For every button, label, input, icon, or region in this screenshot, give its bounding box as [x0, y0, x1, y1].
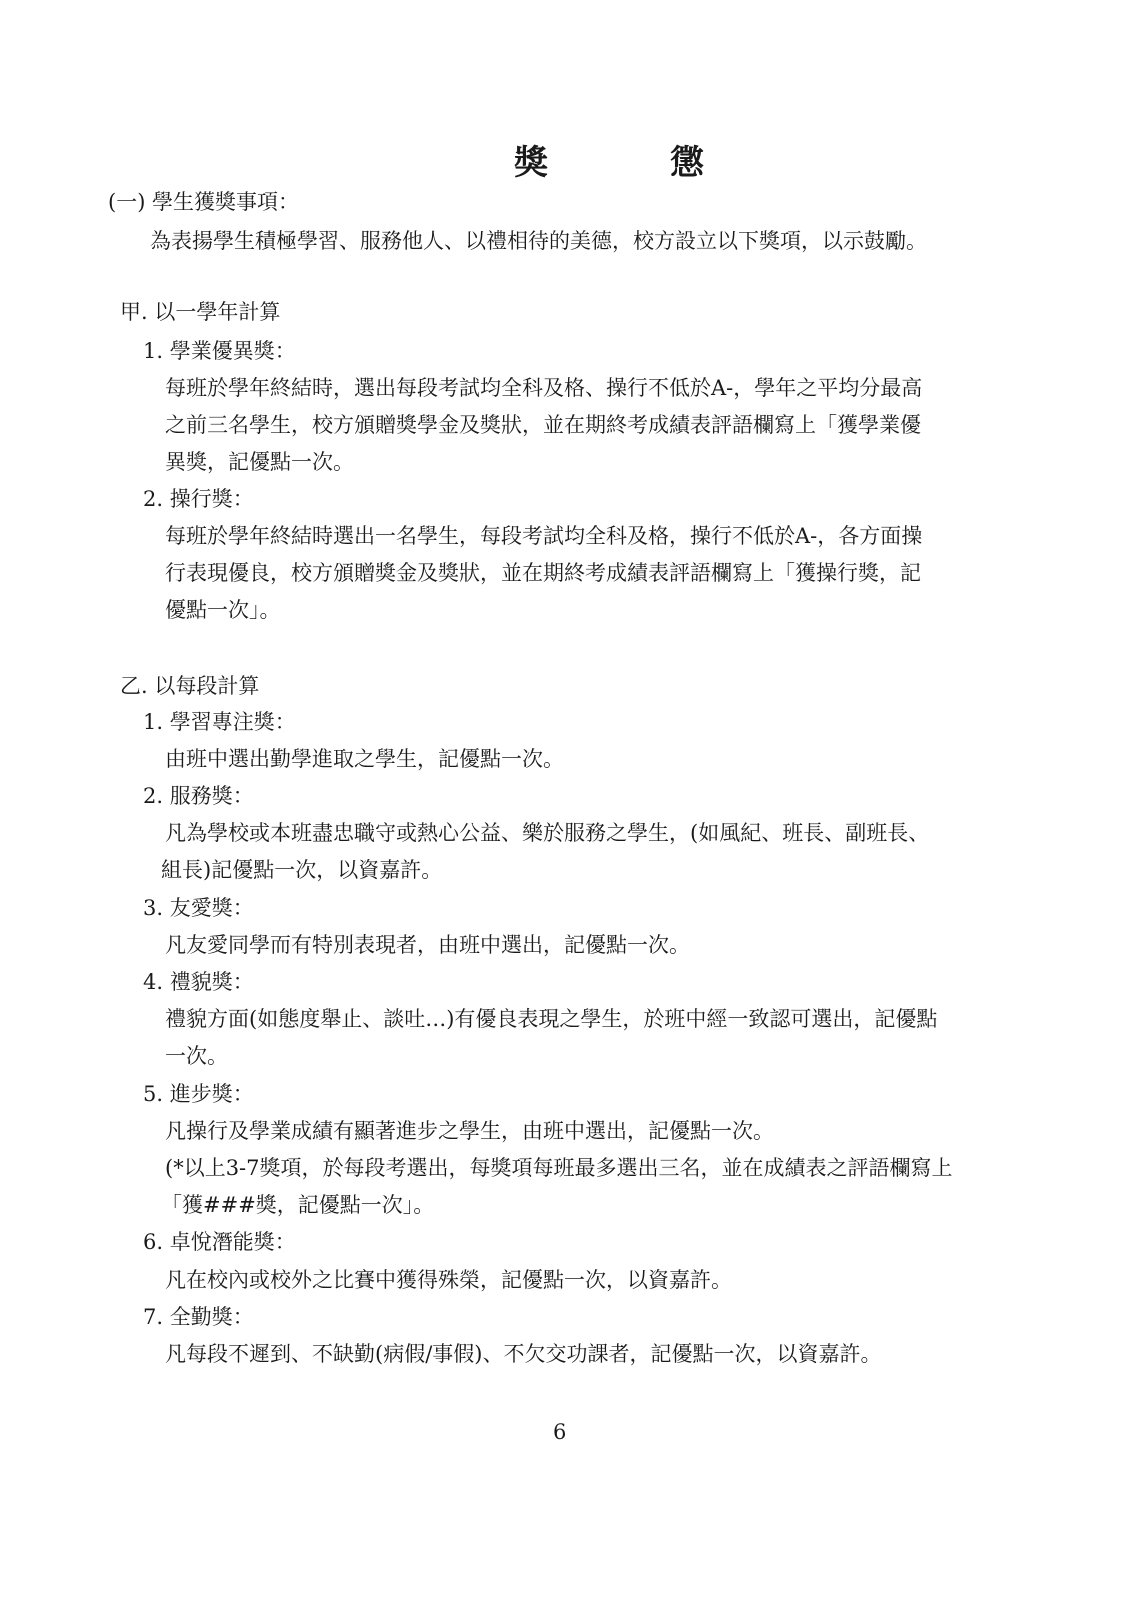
award-text-line: 行表現優良，校方頒贈獎金及獎狀，並在期終考成績表評語欄寫上「獲操行獎，記	[165, 561, 921, 585]
award-text-line: 之前三名學生，校方頒贈獎學金及獎狀，並在期終考成績表評語欄寫上「獲學業優	[165, 413, 921, 437]
award-label: 5. 進步獎：	[143, 1082, 254, 1106]
page-title: 獎 懲	[514, 143, 748, 183]
part-a-heading: 甲. 以一學年計算	[120, 300, 281, 324]
award-label: 2. 操行獎：	[143, 487, 254, 511]
award-text-line: 每班於學年終結時選出一名學生，每段考試均全科及格，操行不低於A-，各方面操	[165, 524, 923, 548]
award-text-line: 凡在校內或校外之比賽中獲得殊榮，記優點一次，以資嘉許。	[165, 1268, 732, 1292]
award-text-line: 凡友愛同學而有特別表現者，由班中選出，記優點一次。	[165, 933, 690, 957]
award-text-line: 一次。	[165, 1044, 228, 1068]
award-note-line: (*以上3-7獎項，於每段考選出，每獎項每班最多選出三名，並在成績表之評語欄寫上	[165, 1156, 953, 1180]
award-text-line: 凡每段不遲到、不缺勤(病假/事假)、不欠交功課者，記優點一次，以資嘉許。	[165, 1342, 882, 1366]
award-text-line: 異獎，記優點一次。	[165, 450, 354, 474]
award-text-line: 優點一次」。	[165, 598, 281, 622]
award-text-line: 每班於學年終結時，選出每段考試均全科及格、操行不低於A-，學年之平均分最高	[165, 376, 923, 400]
part-b-heading: 乙. 以每段計算	[120, 674, 260, 698]
section-intro: 為表揚學生積極學習、服務他人、以禮相待的美德，校方設立以下獎項，以示鼓勵。	[150, 229, 927, 253]
award-text-line: 禮貌方面(如態度舉止、談吐…)有優良表現之學生，於班中經一致認可選出，記優點	[165, 1007, 938, 1031]
award-label: 1. 學業優異獎：	[143, 339, 296, 363]
award-label: 4. 禮貌獎：	[143, 970, 254, 994]
award-text-line: 組長)記優點一次，以資嘉許。	[161, 858, 443, 882]
page-number: 6	[553, 1420, 567, 1444]
award-label: 7. 全勤獎：	[143, 1305, 254, 1329]
award-text-line: 凡為學校或本班盡忠職守或熱心公益、樂於服務之學生，(如風紀、班長、副班長、	[165, 821, 930, 845]
award-note-line: 「獲###獎，記優點一次」。	[161, 1193, 435, 1217]
award-text-line: 由班中選出勤學進取之學生，記優點一次。	[165, 747, 564, 771]
section-heading: (一) 學生獲獎事項：	[108, 190, 300, 214]
award-text-line: 凡操行及學業成績有顯著進步之學生，由班中選出，記優點一次。	[165, 1119, 774, 1143]
award-label: 3. 友愛獎：	[143, 896, 254, 920]
award-label: 2. 服務獎：	[143, 784, 254, 808]
award-label: 6. 卓悅潛能獎：	[143, 1230, 296, 1254]
award-label: 1. 學習專注獎：	[143, 710, 296, 734]
